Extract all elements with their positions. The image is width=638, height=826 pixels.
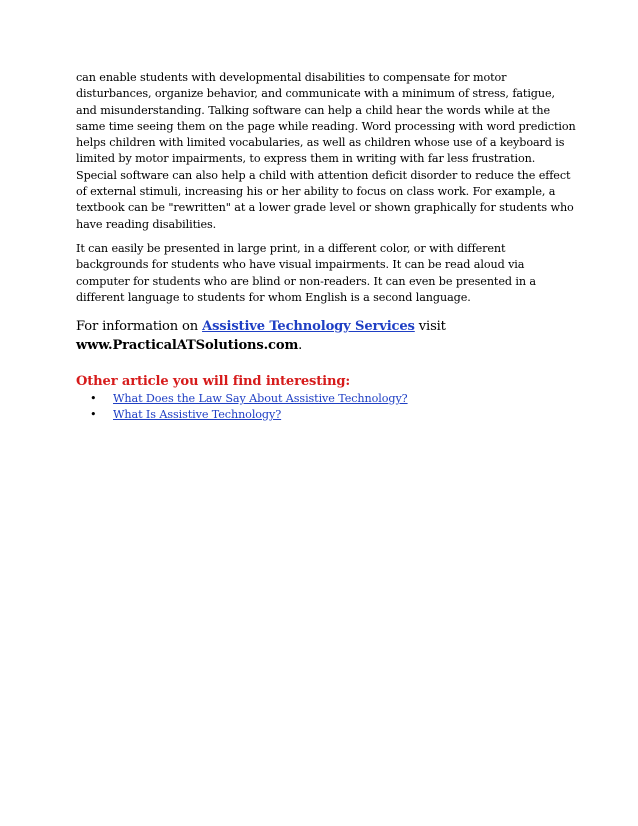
assistive-technology-services-link[interactable]: Assistive Technology Services (202, 319, 415, 335)
related-article-link-law[interactable]: What Does the Law Say About Assistive Technology? (113, 392, 408, 406)
body-paragraph-1: can enable students with developmental disabilities to compensate for motor disturbances, organize behavior, and communicate with a minimum of stress, fatigue, and misunderstanding. Talking software can help a child hear the words while at the same time seeing them on the page while reading. Word processing with word prediction helps children with limited vocabularies, as well as children whose use of a keyboard is limited by motor impairments, to express them in writing with far less frustration. Special software can also help a child with attention deficit disorder to reduce the effect of external stimuli, increasing his or her ability to focus on class work. For example, a textbook can be "rewritten" at a lower grade level or shown graphically for students who have reading disabilities. (76, 71, 576, 231)
related-articles-list (76, 391, 576, 423)
bullet-icon: • (90, 408, 97, 422)
list-item (76, 391, 576, 407)
body-paragraph-2: It can easily be presented in large print, in a different color, or with different backgrounds for students who have visual impairments. It can be read aloud via computer for students who are blind or non-readers. It can even be presented in a different language to students for whom English is a second language. (76, 241, 536, 304)
website-address: www.PracticalATSolutions.com (76, 338, 299, 354)
info-suffix: . (298, 338, 303, 354)
info-line (76, 317, 576, 355)
list-item (76, 407, 576, 423)
related-articles-heading: Other article you will find interesting: (76, 374, 351, 390)
document-body (76, 70, 576, 424)
info-prefix: For information on (76, 319, 203, 335)
info-middle: visit (414, 319, 446, 335)
related-article-link-what-is[interactable]: What Is Assistive Technology? (113, 408, 282, 422)
bullet-icon: • (90, 392, 97, 406)
